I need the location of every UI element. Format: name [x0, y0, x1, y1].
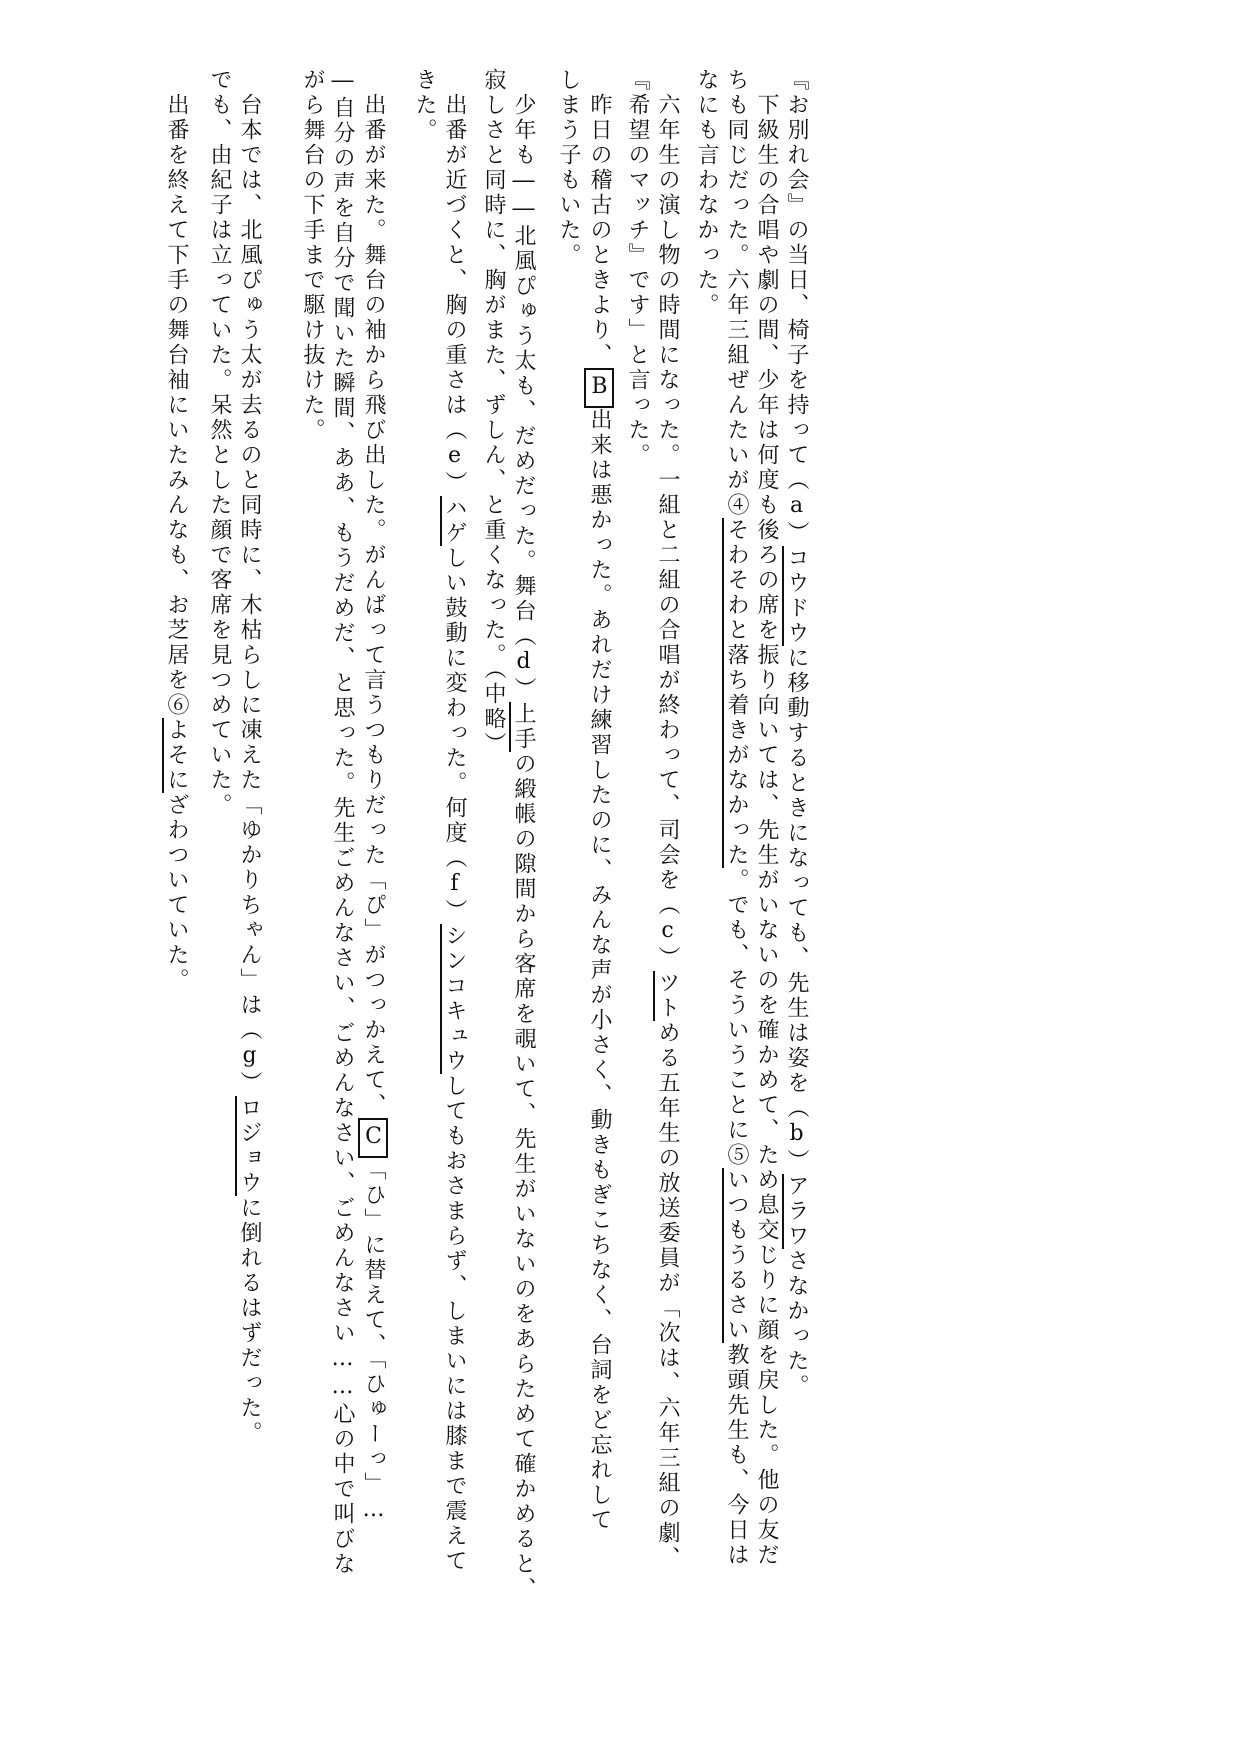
underlined-term: よそに: [164, 718, 189, 793]
text-segment: 少年も――北風ぴゅう太も、だめだった。舞台（d）: [511, 68, 536, 702]
text-segment: 教頭先生も、今日は: [724, 1343, 749, 1568]
text-column: [440, 68, 468, 1574]
underlined-term: いつもうるさい: [724, 1168, 749, 1343]
underlined-term: アラワ: [784, 1174, 809, 1249]
text-column: [722, 68, 750, 1568]
text-segment: なにも言わなかった。: [694, 68, 719, 318]
text-segment: しまう子もいた。: [556, 68, 581, 268]
text-segment: がら舞台の下手まで駆け抜けた。: [300, 68, 325, 443]
text-column: [554, 68, 582, 268]
text-segment: 出番が来た。舞台の袖から飛び出した。がんばって言うつもりだった「ぴ」がつっかえて、: [361, 68, 386, 1118]
text-column: [479, 68, 507, 757]
text-column: [328, 68, 356, 1577]
text-segment: める五年生の放送委員が「次は、六年三組の劇、: [655, 1021, 680, 1571]
text-segment: さなかった。: [784, 1249, 809, 1399]
text-column: [410, 68, 438, 143]
underlined-term: コウドウ: [784, 546, 809, 646]
underlined-term: シンコキュウ: [442, 924, 467, 1074]
text-segment: ざわついていた。: [164, 793, 189, 993]
underlined-term: 上手: [511, 702, 536, 752]
text-segment: してもおさまらず、しまいには膝まで震えて: [442, 1074, 467, 1574]
text-segment: きた。: [412, 68, 437, 143]
text-column: [782, 68, 810, 1399]
text-column: [358, 68, 388, 1525]
underlined-term: そわそわと落ち着きがなかった: [724, 518, 749, 868]
text-segment: 出番が近づくと、胸の重さは（e）: [442, 68, 467, 496]
text-segment: に倒れるはずだった。: [237, 1196, 262, 1446]
text-column: [205, 68, 233, 818]
text-column: [623, 68, 651, 468]
text-segment: 『お別れ会』の当日、椅子を持って（a）: [784, 68, 809, 546]
text-segment: ちも同じだった。六年三組ぜんたいが④: [724, 68, 749, 518]
text-segment: 出番を終えて下手の舞台袖にいたみんなも、お芝居を⑥: [164, 68, 189, 718]
text-segment: 昨日の稽古のときより、: [587, 68, 612, 368]
underlined-term: ハゲ: [442, 496, 467, 546]
text-segment: ―自分の声を自分で聞いた瞬間、ああ、もうだめだ、と思った。先生ごめんなさい、ごめんなさい、ごめんなさい……心の中で叫びな: [330, 68, 355, 1577]
text-segment: 「ひ」に替えて、「ひゅーっ」…: [361, 1158, 386, 1525]
text-segment: 下級生の合唱や劇の間、少年は何度も後ろの席を振り向いては、先生がいないのを確かめて、ため息交じりに顔を戻した。他の友だ: [754, 68, 779, 1568]
text-segment: 台本では、北風ぴゅう太が去るのと同時に、木枯らしに凍えた「ゆかりちゃん」は（g）: [237, 68, 262, 1096]
text-column: [162, 68, 190, 993]
text-segment: しい鼓動に変わった。何度（f）: [442, 546, 467, 924]
text-column: [584, 68, 614, 1533]
underlined-term: ツト: [655, 971, 680, 1021]
text-column: [692, 68, 720, 318]
text-column: [509, 68, 537, 1602]
text-segment: でも、由紀子は立っていた。呆然とした顔で客席を見つめていた。: [207, 68, 232, 818]
text-column: [752, 68, 780, 1568]
text-column: [653, 68, 681, 1571]
text-segment: 六年生の演し物の時間になった。一組と二組の合唱が終わって、司会を（c）: [655, 68, 680, 971]
text-segment: 『希望のマッチ』です」と言った。: [625, 68, 650, 468]
text-segment: 出来は悪かった。あれだけ練習したのに、みんな声が小さく、動きもぎこちなく、台詞をど忘れして: [587, 408, 612, 1533]
text-segment: の緞帳の隙間から客席を覗いて、先生がいないのをあらためて確かめると、: [511, 752, 536, 1602]
text-segment: に移動するときになっても、先生は姿を（b）: [784, 646, 809, 1174]
text-column: [298, 68, 326, 443]
answer-box: B: [584, 368, 614, 408]
answer-box: C: [358, 1118, 388, 1158]
underlined-term: ロジョウ: [237, 1096, 262, 1196]
text-segment: 。でも、そういうことに⑤: [724, 868, 749, 1168]
text-column: [235, 68, 263, 1446]
text-segment: 寂しさと同時に、胸がまた、ずしん、と重くなった。（中略）: [481, 68, 506, 757]
